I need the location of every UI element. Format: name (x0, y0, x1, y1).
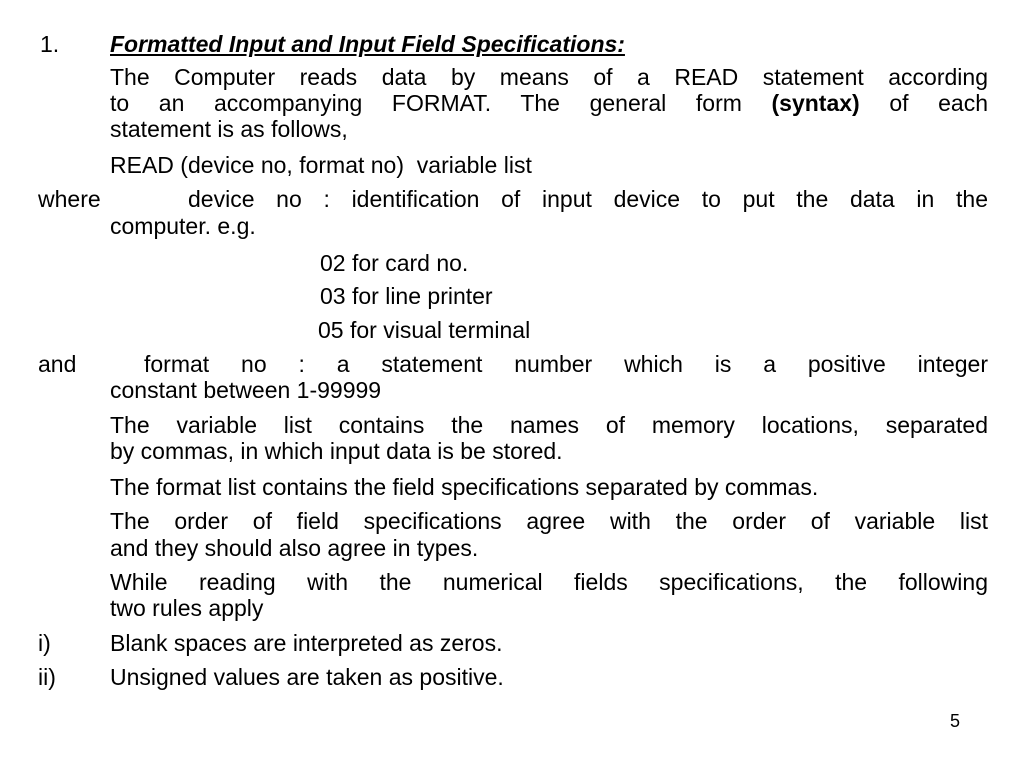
reading-line-1: While reading with the numerical fields specifications, the following (110, 569, 988, 595)
reading-line-2: two rules apply (110, 595, 264, 621)
heading-number: 1. (40, 31, 60, 57)
where-line-1 (188, 186, 988, 212)
device-item-line-printer: 03 for line printer (320, 283, 493, 309)
variable-list-line-2: by commas, in which input data is be stored. (110, 438, 563, 464)
intro-line-2-pre: to an accompanying FORMAT. The general form (110, 90, 742, 116)
and-desc-2: constant between 1-99999 (110, 377, 382, 403)
syntax-line: READ (device no, format no) variable list (110, 152, 532, 178)
where-term: device no (188, 186, 302, 212)
intro-line-2 (110, 90, 988, 116)
page-number: 5 (950, 711, 961, 731)
device-item-visual-terminal: 05 for visual terminal (318, 317, 531, 343)
rule-marker-2: ii) (38, 664, 56, 690)
format-list-line: The format list contains the field specifications separated by commas. (110, 474, 819, 500)
and-word: and (38, 351, 77, 377)
rule-marker-1: i) (38, 630, 51, 656)
rule-text-1: Blank spaces are interpreted as zeros. (110, 630, 503, 656)
order-line-1: The order of field specifications agree with the order of variable list (110, 508, 988, 534)
and-colon: : (298, 351, 305, 377)
and-desc-1: a statement number which is a positive integer (336, 351, 988, 377)
intro-syntax-bold: (syntax) (771, 90, 860, 116)
intro-line-3: statement is as follows, (110, 116, 348, 142)
intro-line-1: The Computer reads data by means of a READ statement according (110, 64, 988, 90)
order-line-2: and they should also agree in types. (110, 535, 479, 561)
where-desc-2: computer. e.g. (110, 213, 256, 239)
where-colon: : (323, 186, 330, 212)
device-item-card: 02 for card no. (320, 250, 469, 276)
heading-title: Formatted Input and Input Field Specifications: (110, 31, 625, 57)
intro-line-2-post: of each (889, 90, 988, 116)
variable-list-line-1: The variable list contains the names of memory locations, separated (110, 412, 988, 438)
where-word: where (38, 186, 101, 212)
rule-text-2: Unsigned values are taken as positive. (110, 664, 504, 690)
and-term: format no (144, 351, 267, 377)
where-desc-1: identification of input device to put the data in the (351, 186, 988, 212)
and-line-1 (144, 351, 988, 377)
